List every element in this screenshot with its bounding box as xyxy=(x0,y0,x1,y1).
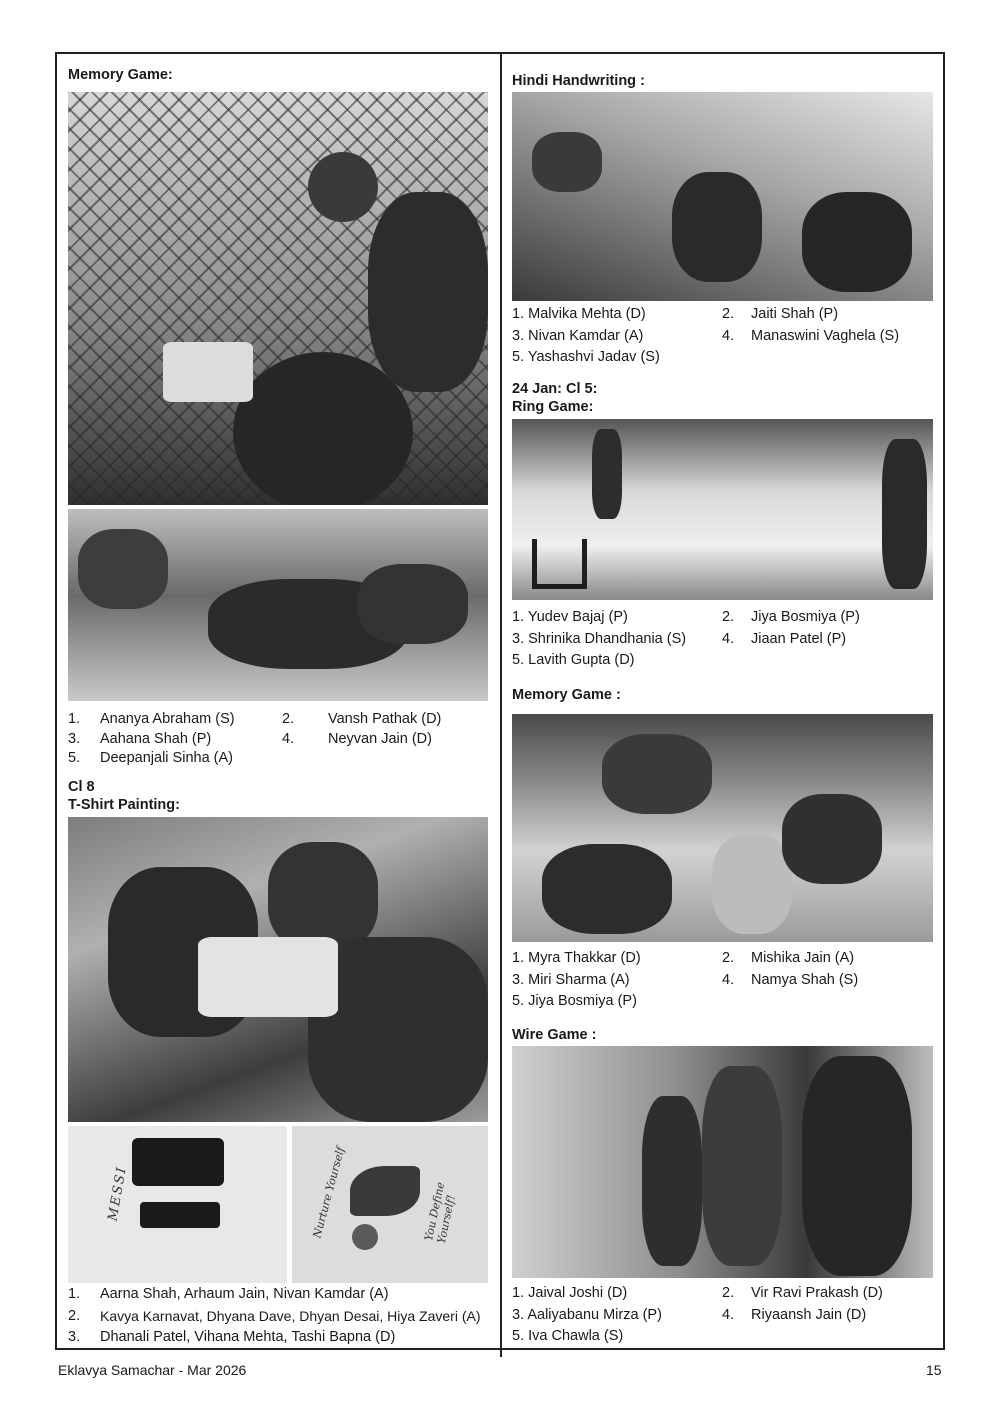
ring-game-date: 24 Jan: Cl 5: xyxy=(512,381,598,397)
list-item: 5. Iva Chawla (S) xyxy=(512,1328,624,1344)
wire-game-photo xyxy=(512,1046,933,1278)
list-item: 5. Jiya Bosmiya (P) xyxy=(512,993,637,1009)
class-label: Cl 8 xyxy=(68,779,95,795)
list-item: 3. Aahana Shah (P) 4. Neyvan Jain (D) xyxy=(68,730,432,747)
ring-game-heading: Ring Game: xyxy=(512,399,594,415)
memory-game-photo-2 xyxy=(68,509,488,701)
memory-game-2-photo xyxy=(512,714,933,942)
hindi-handwriting-heading: Hindi Handwriting : xyxy=(512,73,645,89)
footer-publication: Eklavya Samachar - Mar 2026 xyxy=(58,1362,247,1378)
tshirt-nurture-photo: Nurture Yourself You Define Yourself! xyxy=(292,1126,488,1283)
list-item: 5. Lavith Gupta (D) xyxy=(512,652,635,668)
hindi-winners xyxy=(512,304,933,369)
page-number: 15 xyxy=(926,1362,942,1378)
list-item: 1. Ananya Abraham (S) 2. Vansh Pathak (D) xyxy=(68,711,442,727)
ring-winners xyxy=(512,607,933,672)
tshirt-painting-photo xyxy=(68,817,488,1122)
list-item: 3. Dhanali Patel, Vihana Mehta, Tashi Bapna (D) xyxy=(68,1329,396,1345)
list-item: 1. Aarna Shah, Arhaum Jain, Nivan Kamdar (A) xyxy=(68,1286,389,1302)
list-item: 3. Aaliyabanu Mirza (P) 4. Riyaansh Jain (D) xyxy=(512,1306,867,1323)
ring-game-photo xyxy=(512,419,933,600)
list-item: 2. Kavya Karnavat, Dhyana Dave, Dhyan Desai, Hiya Zaveri (A) xyxy=(68,1307,481,1324)
list-item: 1. Myra Thakkar (D) 2. Mishika Jain (A) xyxy=(512,950,855,966)
tshirt-winners xyxy=(68,1284,493,1349)
list-item: 1. Yudev Bajaj (P) 2. Jiya Bosmiya (P) xyxy=(512,609,860,625)
tshirt-painting-heading: T-Shirt Painting: xyxy=(68,797,180,813)
list-item: 5. Deepanjali Sinha (A) xyxy=(68,750,233,766)
wire-game-heading: Wire Game : xyxy=(512,1027,597,1043)
tshirt-messi-photo: MESSI xyxy=(68,1126,287,1283)
list-item: 1. Malvika Mehta (D) 2. Jaiti Shah (P) xyxy=(512,306,839,322)
list-item: 1. Jaival Joshi (D) 2. Vir Ravi Prakash (D) xyxy=(512,1285,883,1301)
list-item: 3. Nivan Kamdar (A) 4. Manaswini Vaghela (S) xyxy=(512,327,900,344)
memory-game-winners xyxy=(68,709,488,770)
memory-game-2-heading: Memory Game : xyxy=(512,687,621,703)
memory-game-heading: Memory Game: xyxy=(68,67,173,83)
column-divider xyxy=(500,52,502,1357)
wire-game-winners xyxy=(512,1283,933,1348)
hindi-handwriting-photo xyxy=(512,92,933,301)
memory-game-photo-1 xyxy=(68,92,488,505)
list-item: 5. Yashashvi Jadav (S) xyxy=(512,349,660,365)
list-item: 3. Shrinika Dhandhania (S) 4. Jiaan Patel (P) xyxy=(512,630,847,647)
memory-game-2-winners xyxy=(512,948,933,1013)
list-item: 3. Miri Sharma (A) 4. Namya Shah (S) xyxy=(512,971,859,988)
